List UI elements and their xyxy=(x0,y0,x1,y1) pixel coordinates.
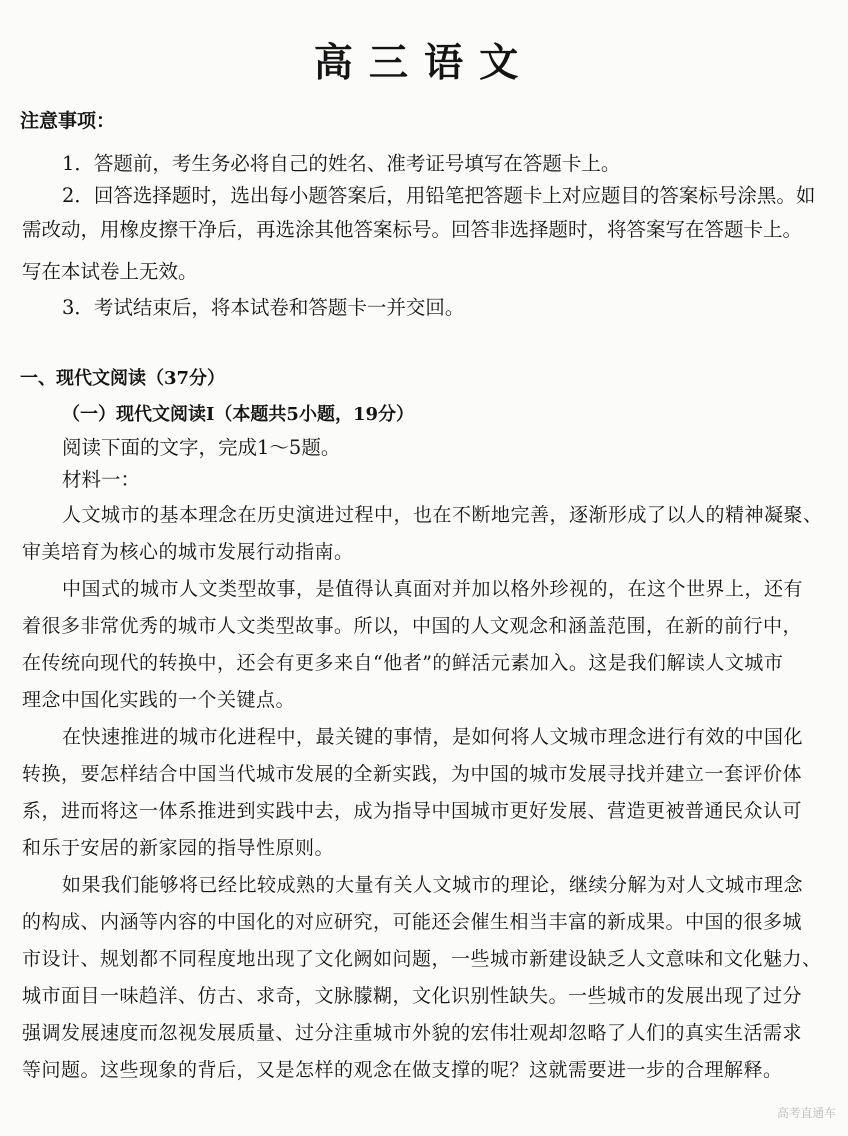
passage-line: 和乐于安居的新家园的指导性原则。 xyxy=(22,837,335,859)
passage-line: 审美培育为核心的城市发展行动指南。 xyxy=(22,541,354,563)
reading-instruction: 阅读下面的文字，完成1～5题。 xyxy=(62,436,341,459)
notice-line-1: 1．答题前，考生务必将自己的姓名、准考证号填写在答题卡上。 xyxy=(62,152,621,175)
section-heading: 一、现代文阅读（37分） xyxy=(20,368,226,389)
passage-line: 中国式的城市人文类型故事，是值得认真面对并加以格外珍视的，在这个世界上，还有 xyxy=(62,578,804,600)
passage-line: 在快速推进的城市化进程中，最关键的事情，是如何将人文城市理念进行有效的中国化 xyxy=(62,726,804,748)
passage-line: 的构成、内涵等内容的中国化的对应研究，可能还会催生相当丰富的新成果。中国的很多城 xyxy=(22,911,803,933)
material-label: 材料一： xyxy=(62,468,141,491)
notice-line-2: 2．回答选择题时，选出每小题答案后，用铅笔把答题卡上对应题目的答案标号涂黑。如 xyxy=(62,184,816,207)
passage-line: 如果我们能够将已经比较成熟的大量有关人文城市的理论，继续分解为对人文城市理念 xyxy=(62,874,804,896)
exam-title: 高三语文 xyxy=(313,40,535,86)
passage-line: 强调发展速度而忽视发展质量、过分注重城市外貌的宏伟壮观却忽略了人们的真实生活需求 xyxy=(22,1022,803,1044)
passage-line: 市设计、规划都不同程度地出现了文化阙如问题，一些城市新建设缺乏人文意味和文化魅力、 xyxy=(22,948,822,970)
passage-line: 转换，要怎样结合中国当代城市发展的全新实践，为中国的城市发展寻找并建立一套评价体 xyxy=(22,763,803,785)
notice-line-3: 3．考试结束后，将本试卷和答题卡一并交回。 xyxy=(62,296,465,319)
subsection-heading: （一）现代文阅读Ⅰ（本题共5小题，19分） xyxy=(62,404,414,425)
notice-line-2-end: 写在本试卷上无效。 xyxy=(22,260,198,283)
notice-heading: 注意事项： xyxy=(20,110,116,132)
passage-line: 着很多非常优秀的城市人文类型故事。所以，中国的人文观念和涵盖范围，在新的前行中， xyxy=(22,615,803,637)
watermark: 高考直通车 xyxy=(777,1106,836,1120)
passage-line: 系，进而将这一体系推进到实践中去，成为指导中国城市更好发展、营造更被普通民众认可 xyxy=(22,800,803,822)
passage-line: 城市面目一味趋洋、仿古、求奇，文脉朦糊，文化识别性缺失。一些城市的发展出现了过分 xyxy=(22,985,803,1007)
passage-line: 等问题。这些现象的背后，又是怎样的观念在做支撑的呢？这就需要进一步的合理解释。 xyxy=(22,1059,783,1081)
passage-line: 在传统向现代的转换中，还会有更多来自“他者”的鲜活元素加入。这是我们解读人文城市 xyxy=(22,652,784,674)
passage-line: 人文城市的基本理念在历史演进过程中，也在不断地完善，逐渐形成了以人的精神凝聚、 xyxy=(62,504,823,526)
passage-line: 理念中国化实践的一个关键点。 xyxy=(22,689,296,711)
notice-line-2-cont: 需改动，用橡皮擦干净后，再选涂其他答案标号。回答非选择题时，将答案写在答题卡上。 xyxy=(22,218,803,241)
